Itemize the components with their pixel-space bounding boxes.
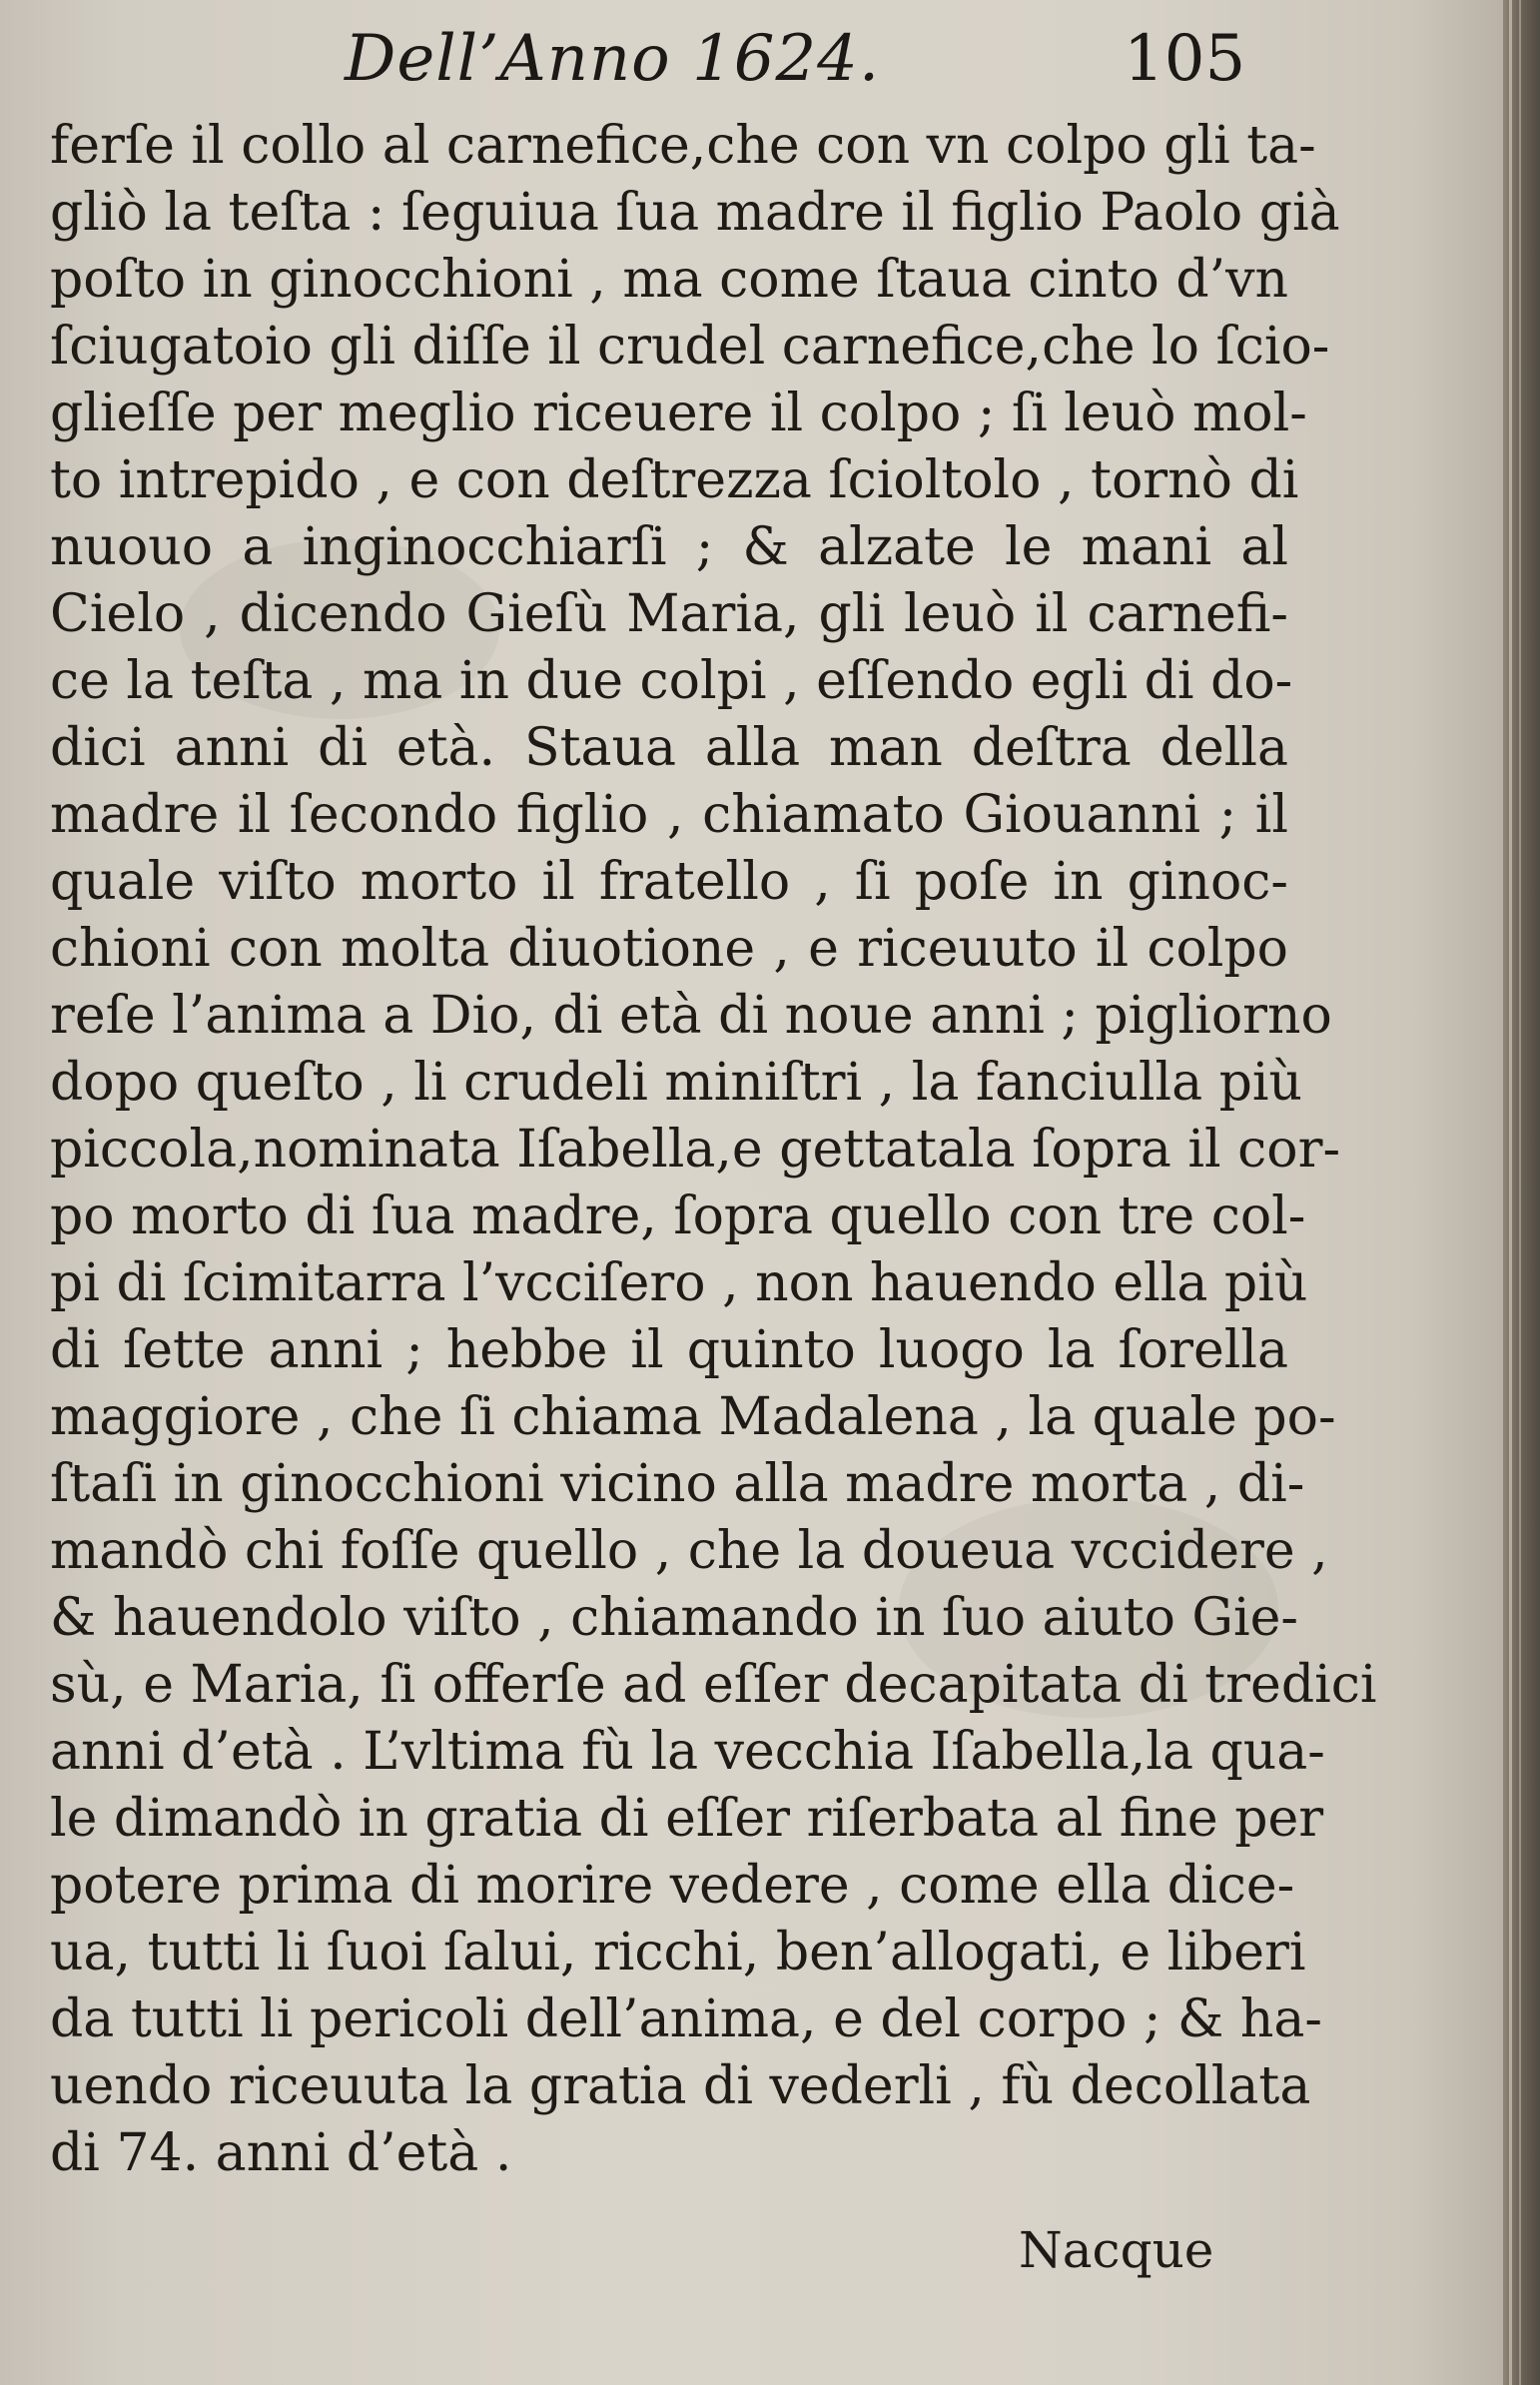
text-line: mandò chi foſſe quello , che la doueua vccidere ,: [50, 1521, 1328, 1581]
text-line: reſe l’anima a Dio, di età di noue anni ; pigliorno: [50, 986, 1332, 1046]
text-line: nuouo a inginocchiarſi ; & alzate le mani al: [50, 517, 1288, 577]
text-line: glieſſe per meglio riceuere il colpo ; ſi leuò mol-: [50, 384, 1307, 443]
text-line: di 74. anni d’età .: [50, 2123, 512, 2183]
text-line: ua, tutti li ſuoi ſalui, ricchi, ben’allogati, e liberi: [50, 1923, 1306, 1983]
text-line: quale viſto morto il fratello , ſi poſe in ginoc-: [50, 852, 1288, 912]
text-line: ferſe il collo al carnefice,che con vn colpo gli ta-: [50, 116, 1316, 176]
text-line: uendo riceuuta la gratia di vederli , fù decollata: [50, 2056, 1311, 2116]
text-line: le dimandò in gratia di eſſer riſerbata al fine per: [50, 1789, 1324, 1849]
text-line: madre il ſecondo figlio , chiamato Giouanni ; il: [50, 785, 1288, 845]
body-text: [50, 113, 1377, 2187]
text-line: maggiore , che ſi chiama Madalena , la quale po-: [50, 1387, 1336, 1447]
text-line: ſtaſi in ginocchioni vicino alla madre morta , di-: [50, 1454, 1305, 1514]
text-line: di ſette anni ; hebbe il quinto luogo la ſorella: [50, 1320, 1288, 1380]
text-line: dopo queſto , li crudeli miniſtri , la fanciulla più: [50, 1053, 1303, 1113]
text-line: potere prima di morire vedere , come ella dice-: [50, 1856, 1295, 1916]
text-line: ce la teſta , ma in due colpi , eſſendo egli di do-: [50, 651, 1293, 711]
text-line: chioni con molta diuotione , e riceuuto il colpo: [50, 919, 1288, 979]
text-line: Cielo , dicendo Gieſù Maria, gli leuò il carnefi-: [50, 584, 1288, 644]
text-line: ſciugatoio gli diſſe il crudel carnefice,che lo ſcio-: [50, 317, 1330, 377]
text-line: pi di ſcimitarra l’vcciſero , non hauendo ella più: [50, 1253, 1308, 1313]
text-line: piccola,nominata Iſabella,e gettatala ſopra il cor-: [50, 1120, 1341, 1180]
text-line: anni d’età . L’vltima fù la vecchia Iſabella,la qua-: [50, 1722, 1325, 1782]
running-title: Dell’Anno 1624.: [345, 22, 881, 96]
running-head: [345, 22, 1246, 112]
page-number: 105: [1124, 22, 1246, 96]
text-line: gliò la teſta : ſeguiua ſua madre il figlio Paolo già: [50, 183, 1340, 243]
catchword: Nacque: [1019, 2221, 1214, 2279]
text-line: & hauendolo viſto , chiamando in ſuo aiuto Gie-: [50, 1588, 1298, 1648]
text-line: poſto in ginocchioni , ma come ſtaua cinto d’vn: [50, 250, 1289, 310]
text-line: dici anni di età. Staua alla man deſtra della: [50, 718, 1288, 778]
page-edge: [1503, 0, 1540, 2385]
text-line: po morto di ſua madre, ſopra quello con tre col-: [50, 1187, 1306, 1246]
text-line: da tutti li pericoli dell’anima, e del corpo ; & ha-: [50, 1989, 1322, 2049]
text-line: to intrepido , e con deſtrezza ſcioltolo , tornò di: [50, 450, 1299, 510]
text-line: sù, e Maria, ſi offerſe ad eſſer decapitata di tredici: [50, 1655, 1377, 1715]
